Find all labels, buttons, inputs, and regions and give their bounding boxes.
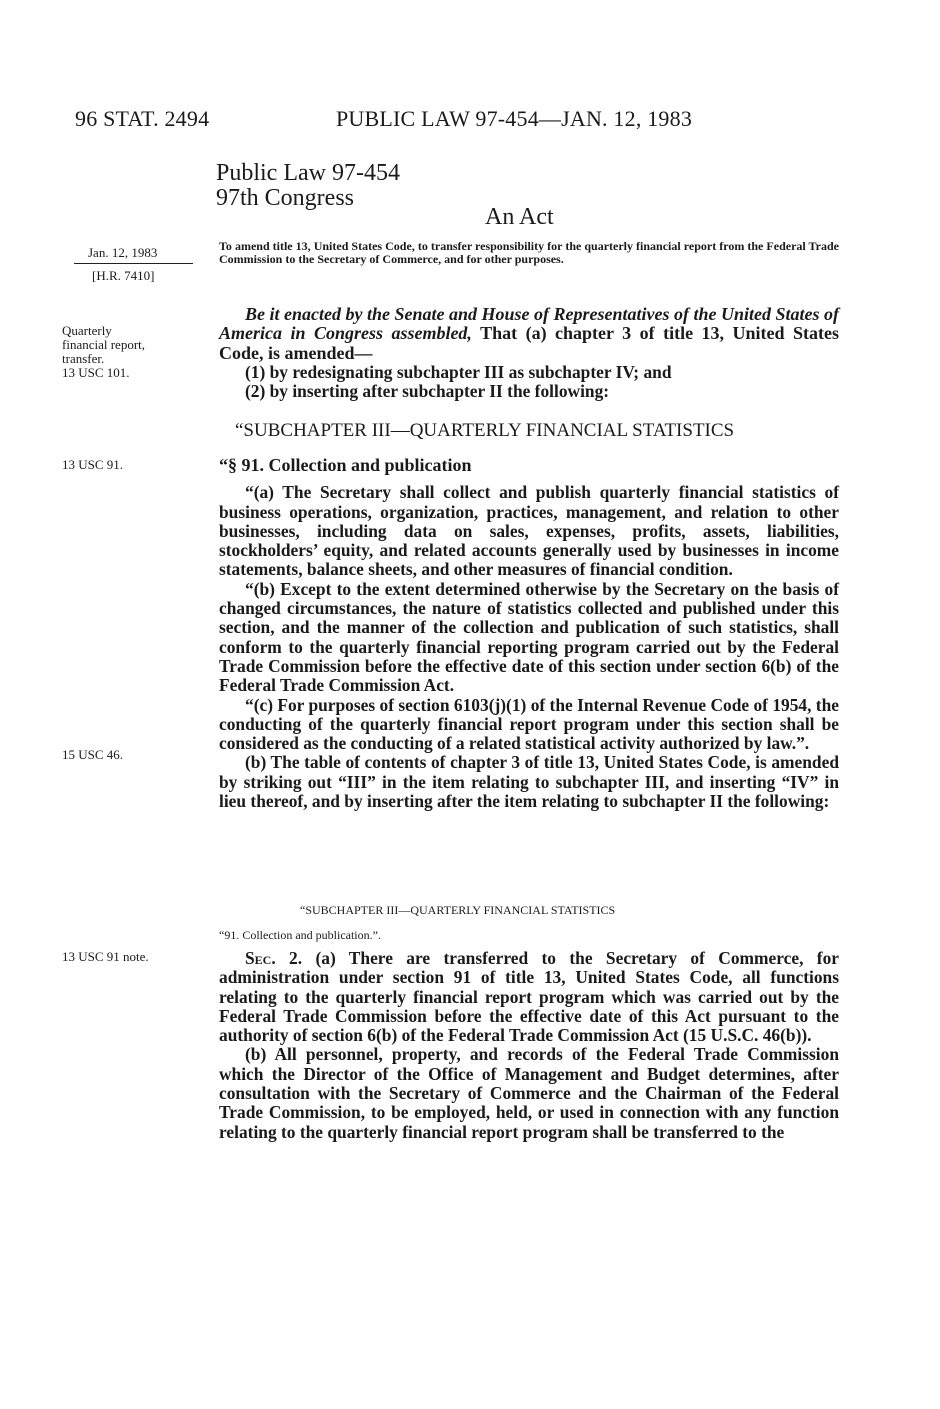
act-purpose: To amend title 13, United States Code, to transfer responsibility for the quarterly financial report from the Federal Trade Commission to the Secretary of Commerce, and for other purposes. — [219, 239, 839, 266]
margin-topic-1: Quarterly — [62, 323, 112, 338]
section-2-b: (b) All personnel, property, and records of the Federal Trade Commission which the Director of the Office of Management and Budget determines, after consultation with the Secretary of Commerce and the Chairman of the Federal Trade Commission, to be employed, held, or used in connection with any function relating to the quarterly financial report program shall be transferred to the — [219, 1044, 839, 1142]
paragraph-b: “(b) Except to the extent determined otherwise by the Secretary on the basis of changed circumstances, the nature of statistics collected and published under this section, and the manner of the collection and publication of such statistics, shall conform to the quarterly financial reporting program carried out by the Federal Trade Commission before the effective date of this section under section 6(b) of the Federal Trade Commission Act. — [219, 578, 839, 696]
section-heading: “§ 91. Collection and publication — [219, 455, 472, 475]
margin-cite-91-note: 13 USC 91 note. — [62, 949, 149, 964]
running-title: PUBLIC LAW 97-454—JAN. 12, 1983 — [336, 106, 693, 131]
paragraph-table-of-contents: (b) The table of contents of chapter 3 of title 13, United States Code, is amended by striking out “III” in the item relating to subchapter III, and inserting “IV” in lieu thereof, and by inserting after the item relating to subchapter II the following: — [219, 752, 839, 812]
paragraph-c: “(c) For purposes of section 6103(j)(1) of the Internal Revenue Code of 1954, the conducting of the quarterly financial report program under this section shall be considered as the conducting of a related statistical activity authorized by law.”. — [219, 694, 839, 754]
stat-citation: 96 STAT. 2494 — [75, 106, 210, 131]
enacting-formula: Be it enacted by the Senate and House of Representatives of the United States of America in Congress assembled, — [219, 304, 839, 344]
amendment-item-1: (1) by redesignating subchapter III as subchapter IV; and — [245, 361, 672, 382]
section-2-a: (a) There are transferred to the Secretary of Commerce, for administration under section 91 of title 13, United States Code, all functions relating to the quarterly financial report program which was carried out by the Federal Trade Commission before the effective date of this Act pursuant to the authority of section 6(b) of the Federal Trade Commission Act (15 U.S.C. 46(b)). — [219, 948, 839, 1046]
margin-topic-3: transfer. — [62, 351, 105, 366]
margin-cite-101: 13 USC 101. — [62, 365, 130, 380]
section-91 — [219, 456, 839, 811]
toc-heading: “SUBCHAPTER III—QUARTERLY FINANCIAL STATISTICS — [300, 903, 616, 917]
margin-cite-46: 15 USC 46. — [62, 747, 124, 762]
margin-cite-91: 13 USC 91. — [62, 457, 124, 472]
margin-topic-2: financial report, — [62, 337, 146, 352]
amendment-item-2: (2) by inserting after subchapter II the following: — [245, 381, 610, 402]
section-2-label: Sec. 2. — [245, 948, 303, 968]
margin-rule — [74, 263, 193, 264]
act-heading: An Act — [485, 204, 554, 230]
toc-item: “91. Collection and publication.”. — [219, 928, 381, 942]
enacting-rest: That (a) chapter 3 of title 13, United States Code, is amended— — [219, 323, 839, 363]
subchapter-heading: “SUBCHAPTER III—QUARTERLY FINANCIAL STATISTICS — [235, 420, 735, 441]
paragraph-a: “(a) The Secretary shall collect and publish quarterly financial statistics of business operations, organization, practices, management, and relation to other businesses, including data on sales, expenses, profits, assets, liabilities, stockholders’ equity, and related accounts generally used by businesses in income statements, balance sheets, and other measures of financial condition. — [219, 482, 839, 580]
public-law-number: Public Law 97-454 — [216, 160, 400, 186]
section-2 — [219, 949, 839, 1142]
margin-date: Jan. 12, 1983 — [88, 245, 158, 260]
enacting-clause — [219, 305, 839, 401]
margin-bill: [H.R. 7410] — [92, 268, 155, 283]
congress-number: 97th Congress — [216, 185, 354, 211]
